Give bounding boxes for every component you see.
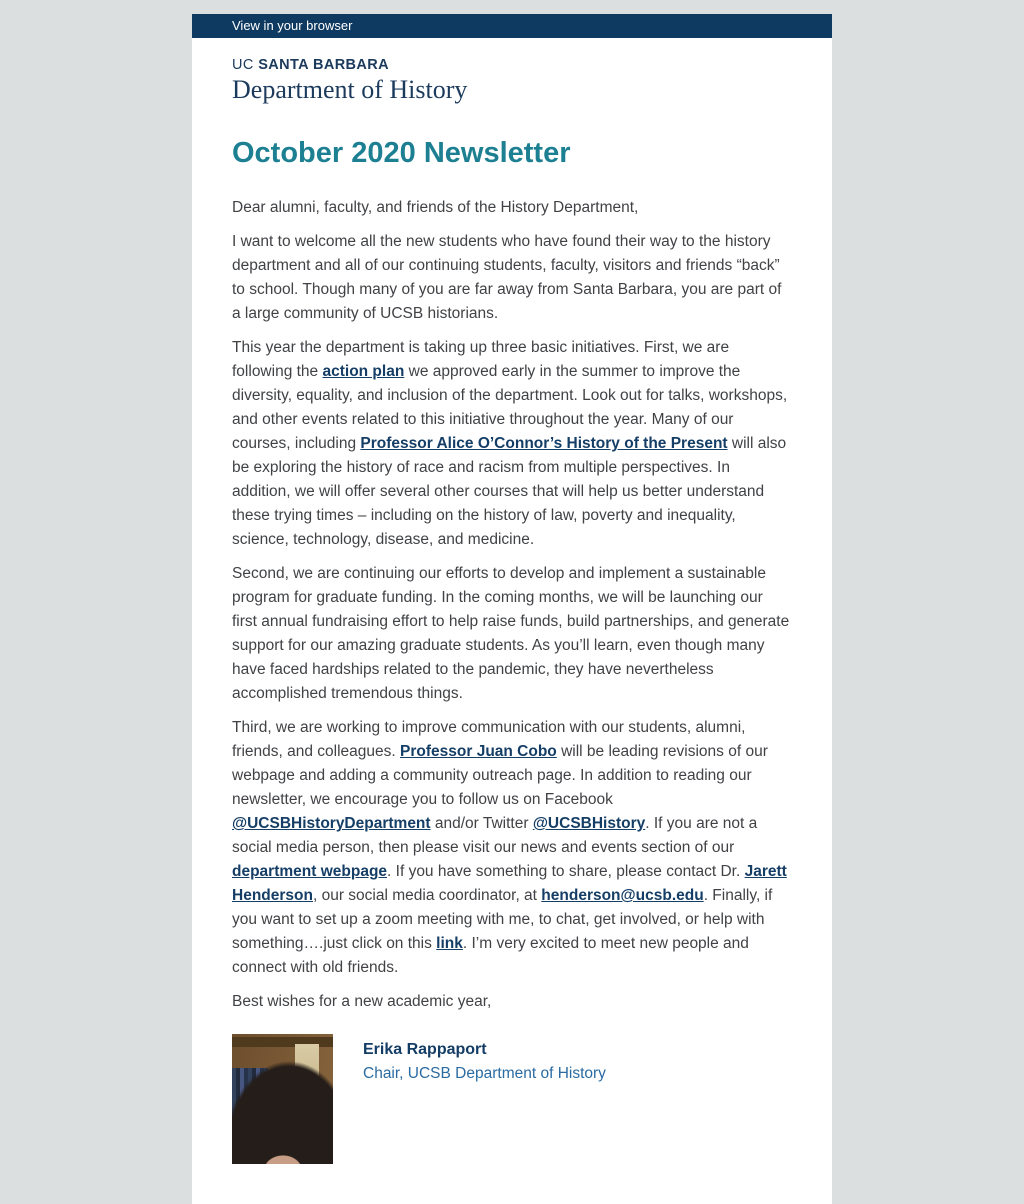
inline-link[interactable]: @UCSBHistoryDepartment	[232, 815, 431, 832]
view-in-browser-link[interactable]: View in your browser	[232, 18, 353, 33]
signature-block	[232, 1034, 792, 1164]
ucsb-wordmark	[232, 56, 792, 74]
paragraph-initiative-second: Second, we are continuing our efforts to develop and implement a sustainable program for graduate funding. In the coming months, we will be launching our first annual fundraising effort to help raise funds, build partnerships, and generate support for our amazing graduate students. As you’ll learn, even though many have faced hardships related to the pandemic, they have nevertheless accomplished tremendous things.	[232, 565, 790, 702]
inline-link[interactable]: action plan	[322, 363, 405, 380]
newsletter-content	[192, 38, 832, 1204]
paragraph-greeting: Dear alumni, faculty, and friends of the History Department,	[232, 199, 639, 216]
department-name: Department of History	[232, 75, 468, 104]
signature-name: Erika Rappaport	[363, 1041, 487, 1058]
newsletter-page	[192, 14, 832, 1082]
body-paragraphs	[232, 196, 792, 1014]
inline-link[interactable]: henderson@ucsb.edu	[541, 887, 704, 904]
signature-text	[363, 1034, 606, 1164]
inline-link[interactable]: department webpage	[232, 863, 388, 880]
inline-link[interactable]: @UCSBHistory	[532, 815, 646, 832]
erika-rappaport-photo	[232, 1034, 333, 1164]
signature-title-link[interactable]: Chair, UCSB Department of History	[363, 1065, 606, 1082]
inline-link[interactable]: Professor Juan Cobo	[400, 743, 557, 760]
paragraph-welcome: I want to welcome all the new students who have found their way to the history department and all of our continuing students, faculty, visitors and friends “back” to school. Though many of you are far away from Santa Barbara, you are part of a large community of UCSB historians.	[232, 233, 782, 322]
paragraph-closing: Best wishes for a new academic year,	[232, 993, 492, 1010]
paragraph-initiative-first: This year the department is taking up three basic initiatives. First, we are following the action plan we approved early in the summer to improve the diversity, equality, and inclusion of the department. Look out for talks, workshops, and other events related to this initiative throughout the year. Many of our courses, including Professor Alice O’Connor’s History of the Present will also be exploring the history of race and racism from multiple perspectives. In addition, we will offer several other courses that will help us better understand these trying times – including on the history of law, poverty and inequality, science, technology, disease, and medicine.	[232, 339, 788, 548]
inline-link[interactable]: Jarett Henderson	[232, 863, 787, 904]
page-title: October 2020 Newsletter	[232, 137, 571, 169]
inline-link[interactable]: link	[436, 935, 463, 952]
ucsb-wordmark-campus: SANTA BARBARA	[258, 57, 390, 73]
ucsb-logo	[232, 56, 792, 105]
topbar	[192, 14, 832, 38]
paragraph-initiative-third: Third, we are working to improve communication with our students, alumni, friends, and colleagues. Professor Juan Cobo will be leading revisions of our webpage and adding a community outreach page. In addition to reading our newsletter, we encourage you to follow us on Facebook @UCSBHistoryDepartment and/or Twitter @UCSBHistory. If you are not a social media person, then please visit our news and events section of our department webpage. If you have something to share, please contact Dr. Jarett Henderson, our social media coordinator, at henderson@ucsb.edu. Finally, if you want to set up a zoom meeting with me, to chat, get involved, or help with something….just click on this link. I’m very excited to meet new people and connect with old friends.	[232, 719, 787, 976]
inline-link[interactable]: Professor Alice O’Connor’s History of the Present	[360, 435, 728, 452]
ucsb-wordmark-uc: UC	[232, 57, 254, 73]
